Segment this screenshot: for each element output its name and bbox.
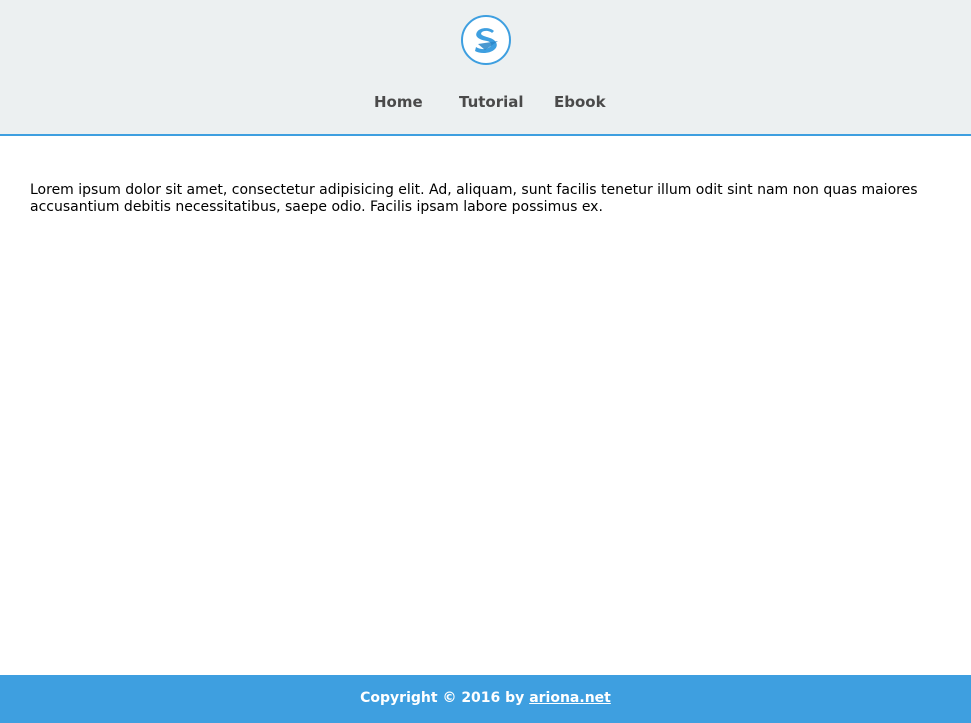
site-logo-icon[interactable]	[460, 14, 512, 66]
lorem-paragraph: Lorem ipsum dolor sit amet, consectetur adipisicing elit. Ad, aliquam, sunt facilis tenetur illum odit sint nam non quas maiores accusantium debitis necessitatibus, saepe odio. Facilis ipsam labore possimus ex.	[30, 182, 918, 215]
site-header	[0, 0, 971, 136]
main-nav	[0, 92, 971, 114]
nav-ebook-link[interactable]: Ebook	[554, 93, 606, 111]
ariona-link[interactable]: ariona.net	[529, 690, 611, 706]
nav-home-link[interactable]: Home	[374, 93, 423, 111]
site-footer	[0, 675, 971, 723]
nav-tutorial-link[interactable]: Tutorial	[459, 93, 524, 111]
main-content	[30, 182, 941, 216]
copyright-text: Copyright © 2016 by	[360, 690, 530, 706]
